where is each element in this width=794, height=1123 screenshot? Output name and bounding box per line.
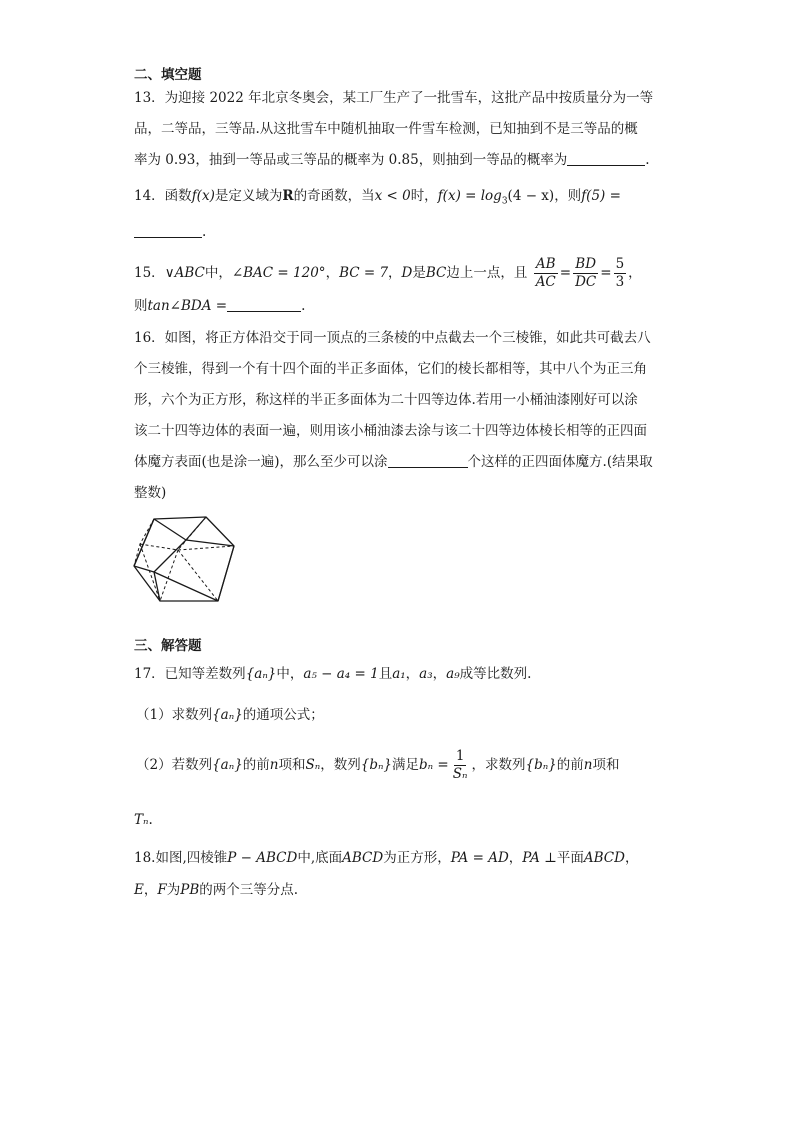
q17-part1: （1）求数列{aₙ}的通项公式；	[136, 707, 324, 723]
q15-line2: 则tan∠BDA = .	[134, 298, 306, 314]
q13-line2: 品，二等品，三等品.从这批雪车中随机抽取一件雪车检测，已知抽到不是三等品的概	[134, 121, 638, 137]
q17-part2: （2）若数列{aₙ}的前n项和Sₙ，数列{bₙ}满足bₙ = $\frac{1}{\text{Sₙ}}$ ，求数列{bₙ}的前n项和	[136, 748, 620, 782]
q17-stem: 17．已知等差数列{aₙ}中，a₅ − a₄ = 1且a₁，a₃，a₉成等比数列.	[134, 666, 532, 682]
q18-line1: 18.如图,四棱锥P − ABCD中,底面ABCD为正方形，PA = AD，PA ⊥平面ABCD，	[134, 850, 639, 866]
q15-frac-bd-dc: $\frac{BD}{DC}$	[575, 256, 597, 290]
q15-frac-ab-ac: $\frac{AB}{AC}$	[535, 256, 556, 290]
q13-line3: 率为 0.93，抽到一等品或三等品的概率为 0.85，则抽到一等品的概率为 .	[134, 152, 650, 168]
section-title-answer: 三、解答题	[134, 638, 202, 654]
q14-line: 14．函数f(x)是定义域为R的奇函数，当x < 0时，$f(x) = \log_3(4 - x)$，则f(5) =	[134, 188, 621, 207]
q16-line3: 形，六个为正方形，称这样的半正多面体为二十四等边体.若用一小桶油漆刚好可以涂	[134, 392, 638, 408]
q13-line1: 13．为迎接 2022 年北京冬奥会，某工厂生产了一批雪车，这批产品中按质量分为一等	[134, 90, 654, 106]
q14-answer-blank	[134, 223, 202, 238]
q16-answer-blank	[388, 453, 468, 468]
cuboctahedron-figure	[130, 514, 242, 606]
q16-line1: 16．如图，将正方体沿交于同一顶点的三条棱的中点截去一个三棱锥，如此共可截去八	[134, 330, 651, 346]
q16-line5: 体魔方表面(也是涂一遍)，那么至少可以涂 个这样的正四面体魔方.(结果取	[134, 454, 653, 470]
q15-frac-5-3: $\frac{5}{3}$	[615, 256, 625, 290]
q14-answer-line: .	[134, 222, 206, 242]
section-title-fill: 二、填空题	[134, 67, 202, 83]
q18-line2: E，F为PB的两个三等分点.	[134, 882, 299, 898]
q16-line2: 个三棱锥，得到一个有十四个面的半正多面体，它们的棱长都相等，其中八个为正三角	[134, 361, 647, 377]
q15-line1: 15．∨ABC中，∠BAC = 120°，BC = 7，D是BC边上一点，且 $\frac{AB}{AC}$ = $\frac{BD}{DC}$ = $\frac{5}{3}$ ，	[134, 256, 642, 290]
q17-tn: Tₙ.	[134, 812, 153, 828]
q17-frac-1-over-sn: $\frac{1}{\text{Sₙ}}$	[452, 748, 468, 782]
q16-line4: 该二十四等边体的表面一遍，则用该小桶油漆去涂与该二十四等边体棱长相等的正四面	[134, 423, 647, 439]
q13-answer-blank	[567, 151, 645, 166]
q15-answer-blank	[227, 297, 301, 312]
q16-line6: 整数)	[134, 485, 167, 501]
